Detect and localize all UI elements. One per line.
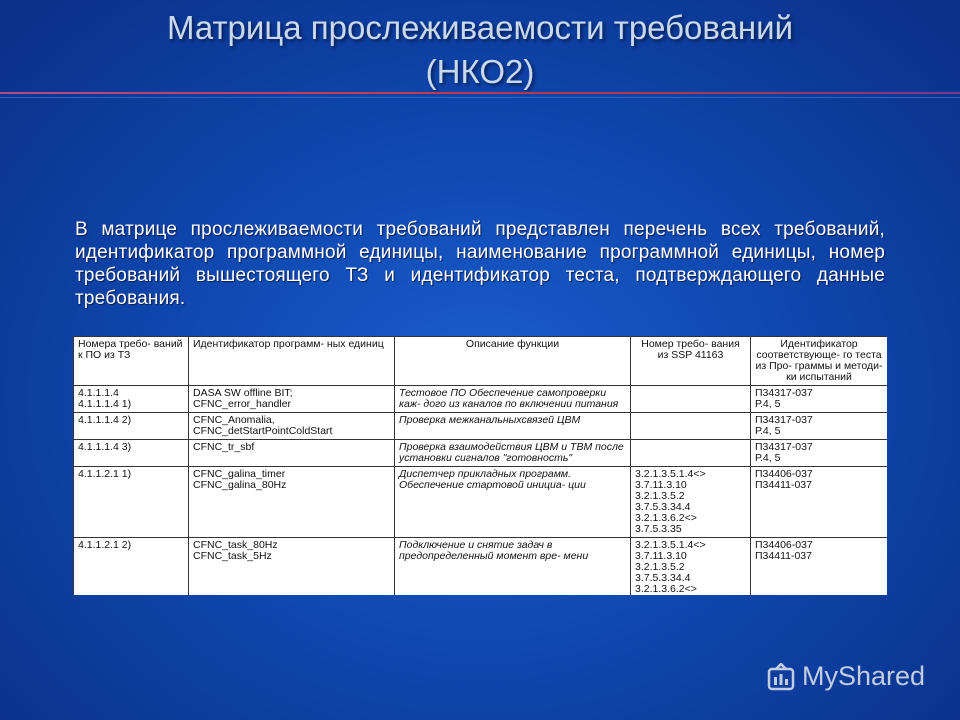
cell-ssp-number-line: 3.2.1.3.6.2<> bbox=[635, 583, 697, 595]
cell-req-number-line: 4.1.1.1.4 bbox=[78, 387, 119, 399]
cell-unit-id-line: CFNC_task_80Hz bbox=[193, 539, 278, 551]
table-row bbox=[74, 467, 888, 538]
cell-unit-id bbox=[189, 413, 395, 440]
cell-ssp-number bbox=[631, 538, 751, 596]
cell-test-id-line: П34411-037 bbox=[755, 479, 812, 491]
slide-title-line-1: Матрица прослеживаемости требований bbox=[166, 9, 794, 46]
cell-req-number bbox=[74, 413, 189, 440]
title-divider-secondary bbox=[0, 97, 960, 98]
cell-test-id-line: П34411-037 bbox=[755, 550, 812, 562]
cell-ssp-number bbox=[631, 467, 751, 538]
cell-unit-id-line: CFNC_task_5Hz bbox=[193, 550, 272, 562]
cell-test-id bbox=[751, 386, 888, 413]
cell-unit-id-line: CFNC_detStartPointColdStart bbox=[193, 425, 333, 437]
cell-test-id-line: П34317-037 bbox=[755, 387, 813, 399]
cell-ssp-number-line: 3.2.1.3.6.2<> bbox=[635, 512, 697, 524]
cell-test-id bbox=[751, 467, 888, 538]
cell-ssp-number-line: 3.2.1.3.5.2 bbox=[635, 561, 685, 573]
cell-ssp-number-line: 3.2.1.3.5.1.4<> bbox=[635, 468, 706, 480]
cell-test-id bbox=[751, 538, 888, 596]
cell-req-number bbox=[74, 538, 189, 596]
cell-test-id-line: П34317-037 bbox=[755, 414, 813, 426]
table-body bbox=[74, 386, 888, 596]
myshared-logo bbox=[766, 656, 946, 696]
cell-ssp-number-line: 3.7.5.3.34.4 bbox=[635, 572, 691, 584]
cell-unit-id bbox=[189, 538, 395, 596]
cell-ssp-number bbox=[631, 386, 751, 413]
header-function-description: Описание функции bbox=[395, 337, 631, 386]
cell-ssp-number-line: 3.7.11.3.10 bbox=[635, 550, 687, 562]
cell-test-id-line: П34406-037 bbox=[755, 539, 813, 551]
table-header-row bbox=[74, 337, 888, 386]
cell-req-number-line: 4.1.1.1.4 3) bbox=[78, 441, 132, 453]
slide-body-text: В матрице прослеживаемости требований представлен перечень всех требований, идентификатор программной единицы, наименование программной единицы, номер требований вышестоящего ТЗ и идентификатор теста, подтверждающего данные требования. bbox=[75, 219, 885, 309]
cell-unit-id bbox=[189, 386, 395, 413]
cell-test-id-line: П34317-037 bbox=[755, 441, 813, 453]
cell-unit-id bbox=[189, 467, 395, 538]
cell-ssp-number-line: 3.2.1.3.5.1.4<> bbox=[635, 539, 706, 551]
cell-req-number-line: 4.1.1.2.1 1) bbox=[78, 468, 132, 480]
cell-function-description: Проверка межканальныхсвязей ЦВМ bbox=[395, 413, 631, 440]
header-unit-id: Идентификатор программ- ных единиц bbox=[189, 337, 395, 386]
table-row bbox=[74, 440, 888, 467]
cell-unit-id-line: CFNC_galina_80Hz bbox=[193, 479, 287, 491]
header-ssp-number: Номер требо- вания из SSP 41163 bbox=[631, 337, 751, 386]
cell-test-id bbox=[751, 440, 888, 467]
cell-ssp-number-line: 3.7.5.3.35 bbox=[635, 523, 682, 535]
cell-req-number bbox=[74, 440, 189, 467]
myshared-logo-icon bbox=[766, 663, 796, 693]
cell-function-description: Проверка взаимодействия ЦВМ и ТВМ после установки сигналов "готовность" bbox=[395, 440, 631, 467]
cell-unit-id-line: CFNC_Anomalia, bbox=[193, 414, 275, 426]
table-row bbox=[74, 386, 888, 413]
cell-test-id-line: Р.4, 5 bbox=[755, 452, 781, 464]
cell-function-description: Диспетчер прикладных программ. Обеспечение стартовой инициа- ции bbox=[395, 467, 631, 538]
cell-unit-id-line: CFNC_error_handler bbox=[193, 398, 292, 410]
title-divider bbox=[0, 92, 960, 94]
cell-ssp-number-line: 3.7.5.3.34.4 bbox=[635, 501, 691, 513]
cell-function-description: Подключение и снятие задач в предопределенный момент вре- мени bbox=[395, 538, 631, 596]
cell-unit-id bbox=[189, 440, 395, 467]
myshared-logo-text: MyShared bbox=[802, 661, 926, 691]
cell-unit-id-line: DASA SW offline BIT; bbox=[193, 387, 293, 399]
cell-ssp-number bbox=[631, 440, 751, 467]
traceability-table-image bbox=[73, 336, 887, 595]
cell-ssp-number-line: 3.2.1.3.5.2 bbox=[635, 490, 685, 502]
cell-req-number bbox=[74, 467, 189, 538]
slide-title bbox=[0, 6, 960, 94]
cell-req-number-line: 4.1.1.1.4 2) bbox=[78, 414, 132, 426]
header-req-numbers: Номера требо- ваний к ПО из ТЗ bbox=[74, 337, 189, 386]
slide-title-line-2: (НКО2) bbox=[425, 53, 535, 90]
traceability-table bbox=[73, 336, 887, 595]
cell-function-description: Тестовое ПО Обеспечение самопроверки каж- дого из каналов по включении питания bbox=[395, 386, 631, 413]
table-row bbox=[74, 538, 888, 596]
cell-req-number-line: 4.1.1.2.1 2) bbox=[78, 539, 132, 551]
cell-test-id bbox=[751, 413, 888, 440]
cell-test-id-line: Р.4, 5 bbox=[755, 398, 781, 410]
cell-req-number bbox=[74, 386, 189, 413]
cell-unit-id-line: CFNC_tr_sbf bbox=[193, 441, 255, 453]
cell-ssp-number-line: 3.7.11.3.10 bbox=[635, 479, 687, 491]
header-test-id: Идентификатор соответствующе- го теста из Про- граммы и методи- ки испытаний bbox=[751, 337, 888, 386]
cell-test-id-line: П34406-037 bbox=[755, 468, 813, 480]
cell-ssp-number bbox=[631, 413, 751, 440]
cell-unit-id-line: CFNC_galina_timer bbox=[193, 468, 286, 480]
table-row bbox=[74, 413, 888, 440]
cell-req-number-line: 4.1.1.1.4 1) bbox=[78, 398, 132, 410]
cell-test-id-line: Р.4, 5 bbox=[755, 425, 781, 437]
